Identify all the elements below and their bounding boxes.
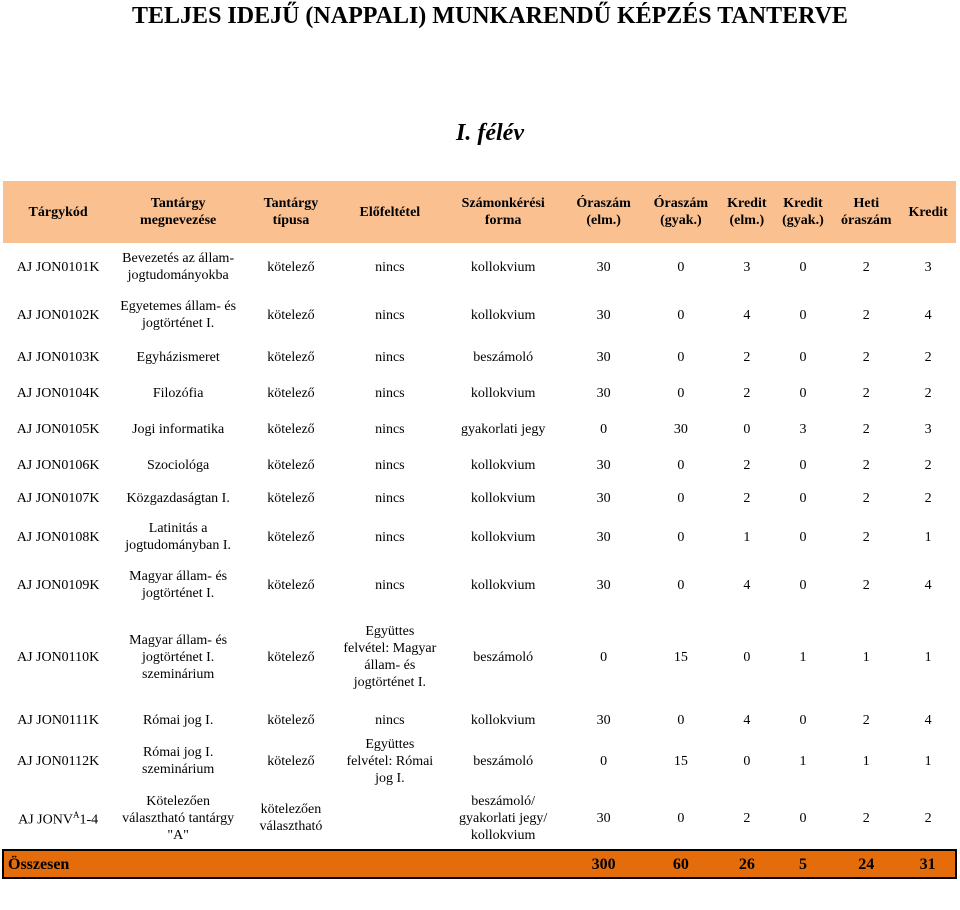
- table-row: [3, 447, 956, 483]
- cell-hours-practice: 0: [677, 490, 685, 506]
- table-row: [3, 513, 956, 561]
- table-row: [3, 787, 956, 850]
- cell-name: Egyetemes állam- és jogtörténet I.: [120, 299, 237, 331]
- header-weekly-hours: Heti óraszám: [832, 181, 900, 243]
- cell-credit-practice: 0: [799, 490, 807, 506]
- cell-weekly-hours: 2: [862, 349, 870, 365]
- cell-prereq: nincs: [375, 457, 405, 473]
- cell-code: AJ JON0105K: [16, 421, 100, 437]
- cell-credit-lecture: 2: [743, 457, 751, 473]
- cell-hours-lecture: 30: [596, 577, 611, 593]
- cell-hours-lecture: 30: [596, 712, 611, 728]
- cell-credit-practice: 0: [799, 385, 807, 401]
- cell-prereq: nincs: [375, 577, 405, 593]
- cell-weekly-hours: 2: [862, 810, 870, 826]
- cell-exam: beszámoló: [473, 753, 534, 769]
- table-row: [3, 609, 956, 705]
- cell-weekly-hours: 2: [862, 259, 870, 275]
- cell-name: Magyar állam- és jogtörténet I.: [129, 569, 228, 601]
- cell-exam: kollokvium: [470, 259, 536, 275]
- table-row: [3, 291, 956, 339]
- cell-code: AJ JON0110K: [16, 649, 100, 665]
- cell-credit-practice: 1: [799, 753, 807, 769]
- cell-weekly-hours: 1: [862, 753, 870, 769]
- cell-credit: 3: [924, 259, 932, 275]
- cell-name: Bevezetés az állam-jogtudományokba: [122, 251, 235, 283]
- header-hours-lecture: Óraszám (elm.): [566, 181, 642, 243]
- cell-type: kötelező: [267, 307, 315, 323]
- cell-code: AJ JON0108K: [16, 529, 100, 545]
- cell-hours-practice: 0: [677, 457, 685, 473]
- cell-credit-lecture: 0: [743, 649, 751, 665]
- cell-weekly-hours: 2: [862, 385, 870, 401]
- cell-hours-lecture: 30: [596, 457, 611, 473]
- cell-credit: 4: [924, 712, 932, 728]
- cell-code: AJ JON0103K: [16, 349, 100, 365]
- header-type: Tantárgy típusa: [243, 181, 339, 243]
- cell-code: AJ JON0102K: [16, 307, 100, 323]
- cell-name: Kötelezően választható tantárgy "A": [122, 793, 235, 843]
- cell-credit: 4: [924, 307, 932, 323]
- cell-weekly-hours: 2: [862, 421, 870, 437]
- cell-exam: gyakorlati jegy: [460, 421, 546, 437]
- cell-exam: beszámoló/ gyakorlati jegy/ kollokvium: [459, 793, 548, 843]
- cell-exam: kollokvium: [470, 712, 536, 728]
- table-row: [3, 483, 956, 513]
- cell-weekly-hours: 2: [862, 307, 870, 323]
- cell-name: Latinitás a jogtudományban I.: [125, 521, 232, 553]
- cell-hours-lecture: 0: [600, 753, 608, 769]
- cell-credit-practice: 0: [799, 529, 807, 545]
- cell-name: Római jog I.: [142, 712, 214, 728]
- cell-credit-lecture: 3: [743, 259, 751, 275]
- cell-exam: beszámoló: [473, 349, 534, 365]
- cell-prereq: nincs: [375, 712, 405, 728]
- header-prereq: Előfeltétel: [339, 181, 441, 243]
- cell-type: kötelező: [267, 385, 315, 401]
- cell-type: kötelező: [267, 529, 315, 545]
- header-code: Tárgykód: [3, 181, 113, 243]
- cell-hours-practice: 15: [673, 753, 688, 769]
- cell-credit: 2: [924, 457, 932, 473]
- cell-credit-practice: 1: [799, 649, 807, 665]
- table-header-row: [3, 181, 956, 243]
- cell-credit-practice: 0: [799, 577, 807, 593]
- cell-exam: kollokvium: [470, 307, 536, 323]
- cell-credit-practice: 0: [799, 349, 807, 365]
- cell-prereq: nincs: [375, 385, 405, 401]
- cell-exam: kollokvium: [470, 577, 536, 593]
- semester-heading: I. félév: [456, 120, 524, 146]
- cell-exam: kollokvium: [470, 457, 536, 473]
- cell-code: AJ JON0107K: [16, 490, 100, 506]
- cell-prereq: nincs: [375, 490, 405, 506]
- cell-type: kötelező: [267, 649, 315, 665]
- cell-code: AJ JON0106K: [16, 457, 100, 473]
- cell-credit-lecture: 4: [743, 307, 751, 323]
- cell-hours-lecture: 30: [596, 307, 611, 323]
- cell-prereq: Együttes felvétel: Római jog I.: [346, 736, 434, 786]
- cell-code: AJ JON0112K: [16, 753, 100, 769]
- total-credit-practice: 5: [774, 850, 833, 878]
- total-weekly-hours: 24: [832, 850, 900, 878]
- cell-credit: 1: [924, 649, 932, 665]
- cell-exam: kollokvium: [470, 529, 536, 545]
- cell-hours-practice: 0: [677, 385, 685, 401]
- cell-type: kötelező: [267, 259, 315, 275]
- table-row: [3, 735, 956, 787]
- table-row: [3, 705, 956, 735]
- cell-hours-lecture: 30: [596, 385, 611, 401]
- cell-type: kötelező: [267, 421, 315, 437]
- cell-credit-lecture: 2: [743, 385, 751, 401]
- cell-credit-lecture: 1: [743, 529, 751, 545]
- table-row: [3, 375, 956, 411]
- cell-prereq: [339, 787, 441, 850]
- cell-hours-practice: 0: [677, 810, 685, 826]
- header-exam: Számonkérési forma: [441, 181, 566, 243]
- cell-credit: 2: [924, 349, 932, 365]
- cell-credit-lecture: 2: [743, 490, 751, 506]
- cell-hours-lecture: 30: [596, 810, 611, 826]
- cell-credit: 1: [924, 529, 932, 545]
- cell-hours-practice: 0: [677, 529, 685, 545]
- cell-name: Jogi informatika: [132, 421, 225, 437]
- cell-type: kötelező: [267, 490, 315, 506]
- cell-prereq: nincs: [375, 421, 405, 437]
- cell-exam: kollokvium: [470, 385, 536, 401]
- cell-code: [3, 787, 113, 850]
- cell-type: kötelező: [267, 577, 315, 593]
- cell-prereq: nincs: [375, 529, 405, 545]
- cell-credit: 3: [924, 421, 932, 437]
- total-credit: 31: [900, 850, 956, 878]
- header-hours-practice: Óraszám (gyak.): [642, 181, 720, 243]
- cell-code: AJ JON0101K: [16, 259, 100, 275]
- cell-name: Filozófia: [152, 385, 204, 401]
- cell-prereq: Együttes felvétel: Magyar állam- és jogtörténet I.: [343, 624, 437, 690]
- cell-type: kötelező: [267, 753, 315, 769]
- cell-credit-practice: 0: [799, 307, 807, 323]
- cell-type: kötelező: [267, 349, 315, 365]
- cell-name: Római jog I. szeminárium: [141, 745, 215, 777]
- cell-hours-practice: 0: [677, 712, 685, 728]
- cell-weekly-hours: 2: [862, 712, 870, 728]
- cell-credit: 2: [924, 490, 932, 506]
- code-main: AJ JONV: [18, 812, 73, 828]
- cell-type: kötelezően választható: [259, 802, 323, 834]
- cell-hours-lecture: 30: [596, 259, 611, 275]
- cell-credit-lecture: 2: [743, 810, 751, 826]
- cell-credit-lecture: 0: [743, 753, 751, 769]
- cell-name: Szociológa: [147, 457, 210, 473]
- cell-hours-practice: 0: [677, 349, 685, 365]
- cell-credit-lecture: 4: [743, 577, 751, 593]
- cell-credit: 4: [924, 577, 932, 593]
- cell-code: AJ JON0104K: [16, 385, 100, 401]
- table-row: [3, 243, 956, 291]
- header-credit-lecture: Kredit (elm.): [720, 181, 774, 243]
- cell-hours-lecture: 30: [596, 490, 611, 506]
- cell-hours-lecture: 0: [600, 649, 608, 665]
- total-hours-lecture: 300: [566, 850, 642, 878]
- cell-credit-practice: 0: [799, 259, 807, 275]
- table-row: [3, 339, 956, 375]
- cell-name: Magyar állam- és jogtörténet I. szeminárium: [129, 632, 228, 682]
- curriculum-table: [2, 181, 957, 879]
- cell-credit: 2: [924, 385, 932, 401]
- code-superscript: A: [72, 810, 80, 821]
- code-tail: 1-4: [79, 812, 99, 828]
- cell-hours-practice: 0: [677, 577, 685, 593]
- cell-weekly-hours: 2: [862, 490, 870, 506]
- cell-prereq: nincs: [375, 259, 405, 275]
- cell-exam: kollokvium: [470, 490, 536, 506]
- cell-hours-lecture: 0: [600, 421, 608, 437]
- cell-credit: 1: [924, 753, 932, 769]
- header-credit: Kredit: [900, 181, 956, 243]
- cell-exam: beszámoló: [473, 649, 534, 665]
- cell-name: Közgazdaságtan I.: [126, 490, 230, 506]
- cell-credit-lecture: 2: [743, 349, 751, 365]
- total-label: Összesen: [3, 850, 566, 878]
- cell-credit-practice: 3: [799, 421, 807, 437]
- cell-name: Egyházismeret: [136, 349, 220, 365]
- cell-prereq: nincs: [375, 349, 405, 365]
- cell-weekly-hours: 1: [862, 649, 870, 665]
- cell-hours-practice: 0: [677, 307, 685, 323]
- header-name: Tantárgy megnevezése: [113, 181, 243, 243]
- total-credit-lecture: 26: [720, 850, 774, 878]
- cell-code: AJ JON0111K: [17, 712, 100, 728]
- cell-credit-practice: 0: [799, 457, 807, 473]
- cell-credit-practice: 0: [799, 712, 807, 728]
- cell-type: kötelező: [267, 457, 315, 473]
- cell-type: kötelező: [267, 712, 315, 728]
- cell-hours-lecture: 30: [596, 529, 611, 545]
- cell-credit: 2: [924, 810, 932, 826]
- cell-hours-practice: 15: [673, 649, 688, 665]
- table-row: [3, 411, 956, 447]
- cell-weekly-hours: 2: [862, 457, 870, 473]
- cell-hours-practice: 30: [673, 421, 688, 437]
- table-row: [3, 561, 956, 609]
- cell-weekly-hours: 2: [862, 577, 870, 593]
- cell-credit-lecture: 4: [743, 712, 751, 728]
- header-credit-practice: Kredit (gyak.): [774, 181, 833, 243]
- cell-hours-lecture: 30: [596, 349, 611, 365]
- total-row: [3, 850, 956, 878]
- cell-prereq: nincs: [375, 307, 405, 323]
- total-hours-practice: 60: [642, 850, 720, 878]
- cell-credit-practice: 0: [799, 810, 807, 826]
- cell-hours-practice: 0: [677, 259, 685, 275]
- document-title: TELJES IDEJŰ (NAPPALI) MUNKARENDŰ KÉPZÉS TANTERVE: [132, 3, 848, 29]
- cell-code: AJ JON0109K: [16, 577, 100, 593]
- cell-weekly-hours: 2: [862, 529, 870, 545]
- cell-credit-lecture: 0: [743, 421, 751, 437]
